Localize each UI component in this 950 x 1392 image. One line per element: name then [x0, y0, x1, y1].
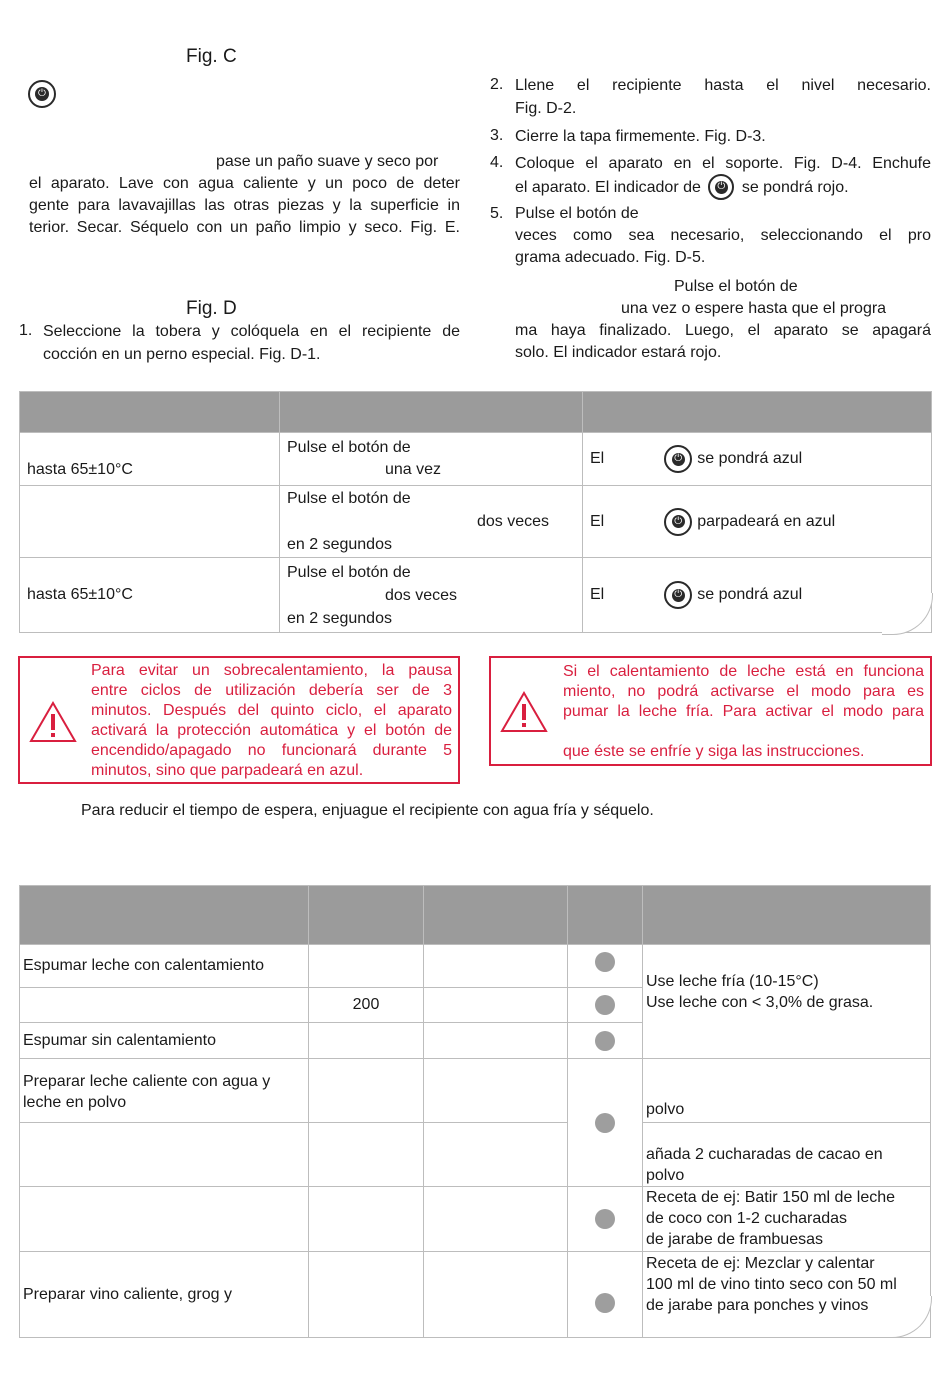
table-row — [20, 1252, 931, 1338]
table-cell: Use leche fría (10-15°C) Use leche con < 3,0% de grasa. — [643, 945, 931, 1059]
warning-text: Para evitar un sobrecalentamiento, la pausa — [91, 662, 452, 679]
table-cell: polvo — [643, 1059, 931, 1123]
table-cell — [568, 1059, 643, 1187]
step-text: Coloque el aparato en el soporte. Fig. D-4. Enchufe — [515, 155, 931, 172]
table-cell — [20, 486, 280, 558]
table-cell — [309, 1023, 424, 1059]
step-5 — [490, 203, 931, 269]
table-cell: Preparar leche caliente con agua y leche en polvo — [20, 1059, 309, 1123]
table-cell — [424, 988, 568, 1023]
warning-triangle-icon — [499, 690, 549, 734]
step-number: 2. — [490, 76, 504, 93]
step-number: 4. — [490, 154, 504, 171]
table-row — [20, 486, 932, 558]
step-text: veces como sea necesario, seleccionando el pro — [515, 227, 931, 244]
power-icon — [708, 174, 734, 200]
step-number: 1. — [19, 322, 33, 339]
warning-text: entre ciclos de utilización debería ser de 3 — [91, 682, 452, 699]
table-cell — [568, 1252, 643, 1338]
step-text: Pulse el botón de — [674, 278, 798, 295]
table-cell: Receta de ej: Batir 150 ml de leche de coco con 1-2 cucharadas de jarabe de frambuesas — [643, 1187, 931, 1252]
table-row — [20, 1187, 931, 1252]
table-cell: Receta de ej: Mezclar y calentar 100 ml de vino tinto seco con 50 ml de jarabe para ponches y vinos — [643, 1252, 931, 1338]
table-header-cell — [20, 392, 280, 433]
indicator-dot — [595, 1293, 615, 1313]
table-header-cell — [309, 886, 424, 945]
table-cell — [20, 1187, 309, 1252]
table-cell — [568, 1023, 643, 1059]
step-text: cocción en un perno especial. Fig. D-1. — [43, 346, 321, 363]
table-header-cell — [424, 886, 568, 945]
power-icon — [664, 508, 692, 536]
step-4 — [490, 152, 931, 201]
table-cell: Pulse el botón de una vez — [280, 433, 583, 486]
table-cell: Pulse el botón de dos veces en 2 segundos — [280, 486, 583, 558]
table-header-row — [20, 392, 932, 433]
step-text: ma haya finalizado. Luego, el aparato se apagará — [515, 322, 931, 339]
step-text: se pondrá rojo. — [741, 179, 849, 197]
power-icon — [664, 581, 692, 609]
table-row — [20, 1123, 931, 1187]
table-header-cell — [568, 886, 643, 945]
warning-text — [563, 722, 924, 742]
table-header-cell — [20, 886, 309, 945]
table-cell — [424, 1252, 568, 1338]
table-cell — [20, 1123, 309, 1187]
cleaning-line: terior. Secar. Séquelo con un paño limpio y seco. Fig. E. — [29, 219, 460, 236]
table-cell — [424, 1059, 568, 1123]
table-cell — [568, 988, 643, 1023]
warning-text: Si el calentamiento de leche está en funciona — [563, 663, 924, 680]
table-row — [20, 558, 932, 633]
indicator-dot — [595, 1113, 615, 1133]
table-cell — [309, 1187, 424, 1252]
warning-text: minutos, sino que parpadeará en azul. — [91, 762, 364, 779]
warning-text: activará la protección automática y el botón de — [91, 722, 452, 739]
cleaning-line: pase un paño suave y seco por — [216, 153, 439, 170]
step-5-continued — [515, 276, 931, 364]
table-cell — [309, 1252, 424, 1338]
table-cell — [568, 945, 643, 988]
indicator-dot — [595, 952, 615, 972]
warning-text: que éste se enfríe y siga las instrucciones. — [563, 743, 865, 760]
recipe-table — [19, 885, 931, 1338]
note-text: Para reducir el tiempo de espera, enjuague el recipiente con agua fría y séquelo. — [81, 802, 654, 819]
table-cell: El⏻ se pondrá azul — [583, 558, 932, 633]
table-cell — [309, 945, 424, 988]
table-cell: Preparar vino caliente, grog y — [20, 1252, 309, 1338]
table-cell — [424, 1187, 568, 1252]
power-icon — [28, 80, 56, 108]
table-cell: añada 2 cucharadas de cacao en polvo — [643, 1123, 931, 1187]
warning-triangle-icon — [28, 700, 78, 744]
cleaning-line: el aparato. Lave con agua caliente y un poco de deter — [29, 175, 460, 192]
table-cell — [424, 1123, 568, 1187]
step-text: Seleccione la tobera y colóquela en el recipiente de — [43, 323, 460, 340]
table-cell: El⏻ parpadeará en azul — [583, 486, 932, 558]
table-header-cell — [280, 392, 583, 433]
step-text: solo. El indicador estará rojo. — [515, 344, 722, 361]
table-cell: El⏻ se pondrá azul — [583, 433, 932, 486]
fig-d-label: Fig. D — [186, 298, 237, 319]
cleaning-line: gente para lavavajillas las otras piezas y la superficie in — [29, 197, 460, 214]
step-text: grama adecuado. Fig. D-5. — [515, 249, 706, 266]
fig-c-label: Fig. C — [186, 46, 237, 67]
table-cell: 200 — [309, 988, 424, 1023]
table-header-cell — [583, 392, 932, 433]
table-cell — [309, 1123, 424, 1187]
table-header-cell — [643, 886, 931, 945]
step-text: Llene el recipiente hasta el nivel necesario. — [515, 77, 931, 94]
table-cell: Pulse el botón de dos veces en 2 segundos — [280, 558, 583, 633]
step-text: una vez o espere hasta que el progra — [621, 300, 887, 317]
table-cell — [424, 945, 568, 988]
table-cell: Espumar sin calentamiento — [20, 1023, 309, 1059]
table-cell — [568, 1187, 643, 1252]
indicator-dot — [595, 1031, 615, 1051]
cleaning-paragraph — [29, 151, 460, 239]
step-number: 5. — [490, 205, 504, 222]
table-header-row — [20, 886, 931, 945]
warning-text: miento, no podrá activarse el modo para es — [563, 683, 924, 700]
step-2 — [490, 74, 931, 120]
indicator-dot — [595, 995, 615, 1015]
table-row — [20, 945, 931, 988]
indicator-dot — [595, 1209, 615, 1229]
warning-text: minutos. Después del quinto ciclo, el aparato — [91, 702, 452, 719]
table-cell — [20, 988, 309, 1023]
step-1 — [19, 320, 460, 366]
table-cell: Espumar leche con calentamiento — [20, 945, 309, 988]
power-icon — [664, 445, 692, 473]
step-text: Cierre la tapa firmemente. Fig. D-3. — [515, 128, 766, 145]
table-row — [20, 433, 932, 486]
table-cell — [309, 1059, 424, 1123]
program-table — [19, 391, 932, 633]
warning-text: pumar la leche fría. Para activar el modo para — [563, 703, 924, 720]
table-row — [20, 1059, 931, 1123]
step-text: Pulse el botón de — [515, 205, 639, 222]
table-cell: hasta 65±10°C — [20, 433, 280, 486]
table-cell — [424, 1023, 568, 1059]
step-3 — [490, 125, 931, 148]
warning-text: encendido/apagado no funcionará durante 5 — [91, 742, 452, 759]
step-text: Fig. D-2. — [515, 100, 577, 117]
step-text: el aparato. El indicador de — [515, 179, 701, 197]
table-cell: hasta 65±10°C — [20, 558, 280, 633]
step-number: 3. — [490, 127, 504, 144]
warning-box-right — [489, 656, 932, 766]
warning-box-left — [18, 656, 460, 784]
